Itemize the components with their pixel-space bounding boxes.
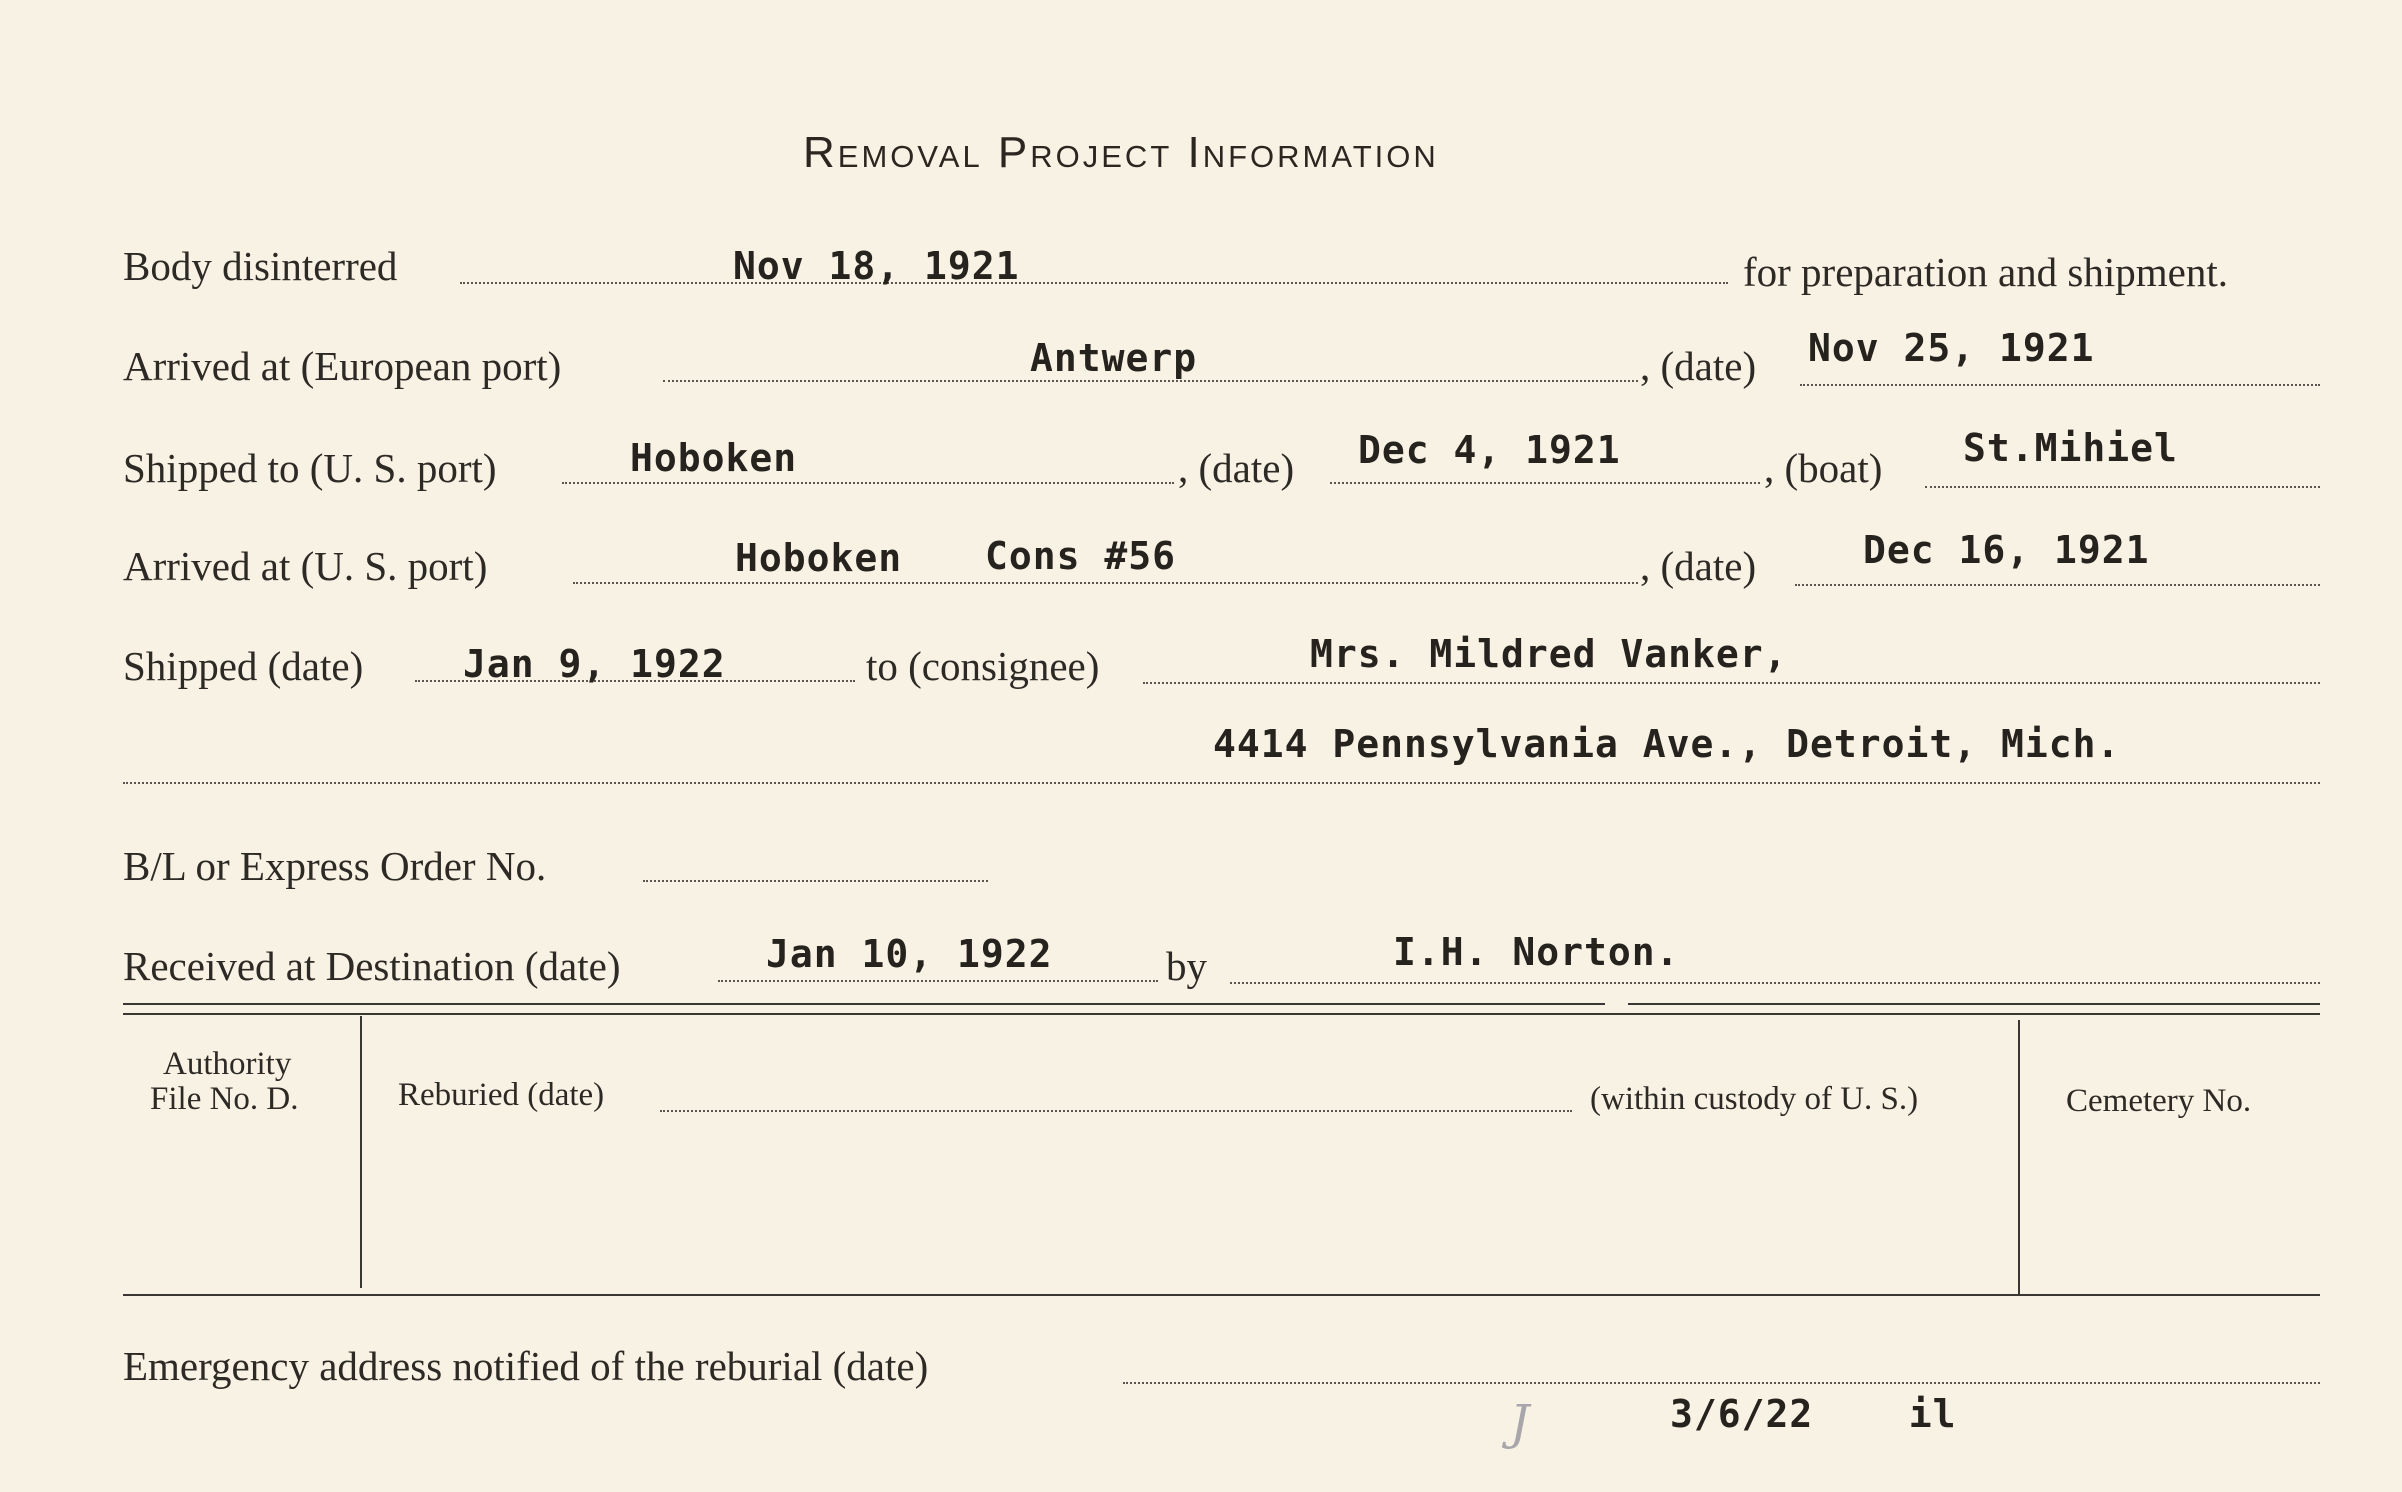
body-disinterred-line	[460, 282, 1728, 284]
disinterred-date-value: Nov 18, 1921	[733, 244, 1020, 288]
consignee-address-line	[123, 782, 2320, 784]
consignment-number-value: Cons #56	[985, 534, 1177, 578]
european-arrival-date-value: Nov 25, 1921	[1808, 326, 2095, 370]
consignee-address-value: 4414 Pennsylvania Ave., Detroit, Mich.	[1213, 722, 2121, 766]
double-rule-top-right	[1628, 1003, 2320, 1005]
received-label: Received at Destination (date)	[123, 943, 621, 989]
arrived-european-port-label: Arrived at (European port)	[123, 343, 562, 389]
box-bottom-rule	[123, 1294, 2320, 1296]
double-rule-bottom	[123, 1013, 2320, 1015]
pencil-mark: J	[1510, 1395, 1530, 1451]
shipped-port-value: Hoboken	[630, 436, 798, 480]
box-divider-right	[2018, 1020, 2020, 1296]
received-date-line	[718, 980, 1158, 982]
reburied-label: Reburied (date)	[398, 1077, 605, 1113]
arrived-date-line	[1795, 584, 2320, 586]
arrived-port-value: Hoboken	[735, 536, 903, 580]
reburied-line	[660, 1110, 1572, 1112]
boat-line	[1925, 486, 2320, 488]
page-title: Removal Project Information	[803, 128, 1439, 177]
shipped-port-line	[562, 482, 1174, 484]
received-date-value: Jan 10, 1922	[766, 932, 1053, 976]
consignee-label: to (consignee)	[866, 643, 1100, 689]
consignee-name-value: Mrs. Mildred Vanker,	[1310, 632, 1788, 676]
cemetery-no-label: Cemetery No.	[2066, 1083, 2252, 1119]
shipped-date-label: , (date)	[1178, 445, 1295, 491]
arrived-port-line	[573, 582, 1638, 584]
boat-label: , (boat)	[1764, 445, 1883, 491]
file-no-label: File No. D.	[150, 1081, 299, 1117]
emergency-address-label: Emergency address notified of the reburial (date)	[123, 1343, 929, 1389]
european-port-value: Antwerp	[1030, 336, 1198, 380]
shipped-date-label-2: Shipped (date)	[123, 643, 364, 689]
shipped-us-port-label: Shipped to (U. S. port)	[123, 445, 497, 491]
received-by-value: I.H. Norton.	[1393, 930, 1680, 974]
consignee-line	[1143, 682, 2320, 684]
arrived-us-port-label: Arrived at (U. S. port)	[123, 543, 488, 589]
shipped-consignee-date-value: Jan 9, 1922	[463, 642, 726, 686]
shipped-date-line	[1330, 482, 1760, 484]
received-by-line	[1230, 982, 2320, 984]
notes-initials-value: 3/6/22 il	[1670, 1392, 1957, 1436]
arrived-date-value: Dec 16, 1921	[1863, 528, 2150, 572]
european-port-line	[663, 380, 1638, 382]
european-date-line	[1800, 384, 2320, 386]
authority-label: Authority	[163, 1046, 292, 1082]
bl-order-line	[643, 880, 988, 882]
emergency-date-line	[1123, 1382, 2320, 1384]
body-disinterred-label: Body disinterred	[123, 243, 398, 289]
within-custody-label: (within custody of U. S.)	[1590, 1081, 1919, 1117]
box-divider-left	[360, 1016, 362, 1288]
european-date-label: , (date)	[1640, 343, 1757, 389]
arrived-date-label: , (date)	[1640, 543, 1757, 589]
double-rule-top-left	[123, 1003, 1605, 1005]
boat-value: St.Mihiel	[1963, 426, 2178, 470]
for-preparation-label: for preparation and shipment.	[1743, 249, 2229, 295]
received-by-label: by	[1166, 943, 1207, 989]
shipped-date-value: Dec 4, 1921	[1358, 428, 1621, 472]
bl-order-label: B/L or Express Order No.	[123, 843, 547, 889]
